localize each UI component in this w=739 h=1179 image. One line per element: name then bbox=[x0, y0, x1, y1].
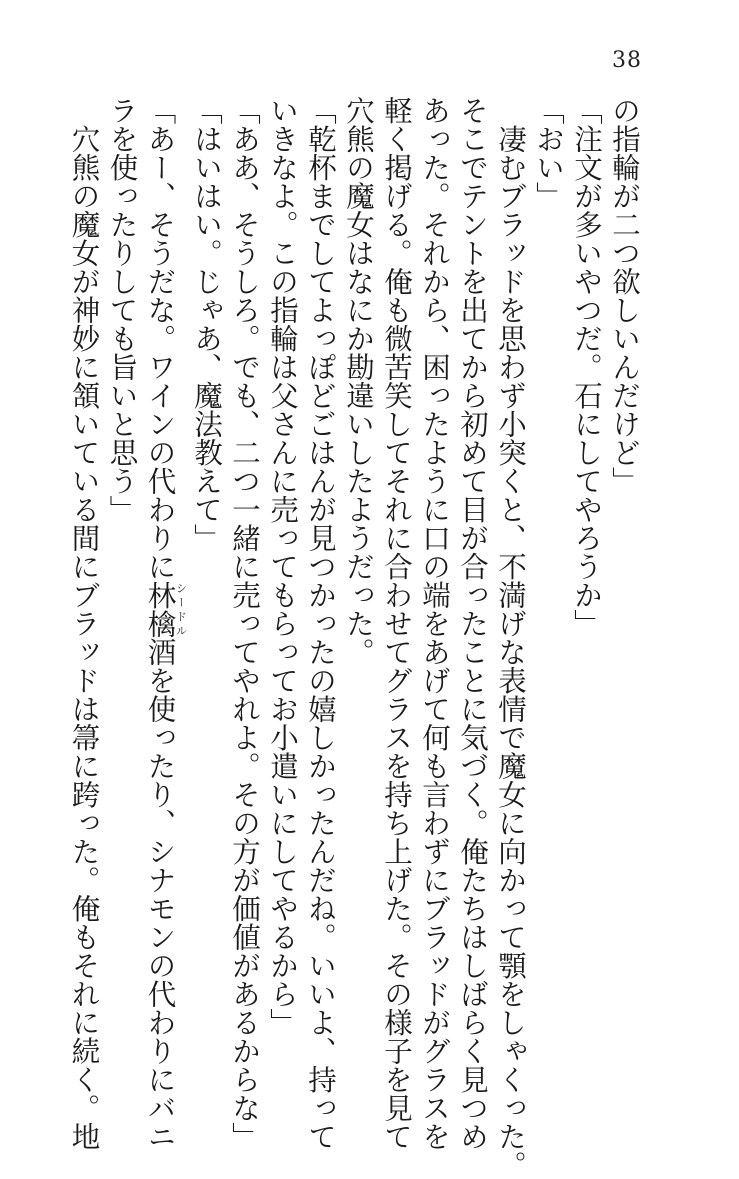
page-number: 38 bbox=[612, 48, 642, 73]
vertical-text-body bbox=[65, 96, 644, 1179]
ruby-reading: シードル bbox=[174, 580, 188, 638]
text-line: 「おい」 bbox=[532, 96, 565, 210]
text-line: あった。それから、困ったように口の端をあげて何も言わずにブラッドがグラスを bbox=[418, 96, 451, 1151]
text-line: そこでテントを出てから初めて目が合ったことに気づく。俺たちはしばらく見つめ bbox=[456, 96, 489, 1151]
text-line: 凄むブラッドを思わず小突くと、不満げな表情で魔女に向かって顎をしゃくった。 bbox=[494, 96, 527, 1179]
ruby-annotation: 林檎シードル bbox=[143, 580, 188, 638]
text-line: 「はいはい。じゃあ、魔法教えて」 bbox=[190, 96, 223, 552]
text-line-with-ruby: 「あー、そうだな。ワインの代わりに林檎シードル酒を使ったり、シナモンの代わりにバニ bbox=[143, 96, 188, 1151]
text-line: ラを使ったりしても旨いと思う」 bbox=[105, 96, 139, 524]
text-line: 「乾杯までしてよっぽどごはんが見つかったの嬉しかったんだね。いいよ、持って bbox=[304, 96, 337, 1151]
text-line: 「注文が多いやつだ。石にしてやろうか」 bbox=[570, 96, 603, 638]
text-line: 穴熊の魔女はなにか勘違いしたようだった。 bbox=[342, 96, 375, 666]
text-line: いきなよ。この指輪は父さんに売ってもらってお小遣いにしてやるから」 bbox=[266, 96, 299, 1037]
text-line: の指輪が二つ欲しいんだけど」 bbox=[608, 96, 641, 495]
text-line: 穴熊の魔女が神妙に頷いている間にブラッドは箒に跨った。俺もそれに続く。地 bbox=[67, 96, 101, 1151]
text-line: 軽く掲げる。俺も微苦笑してそれに合わせてグラスを持ち上げた。その様子を見て bbox=[380, 96, 413, 1151]
text-line: 「ああ、そうしろ。でも、二つ一緒に売ってやれよ。その方が価値があるからな」 bbox=[228, 96, 261, 1151]
